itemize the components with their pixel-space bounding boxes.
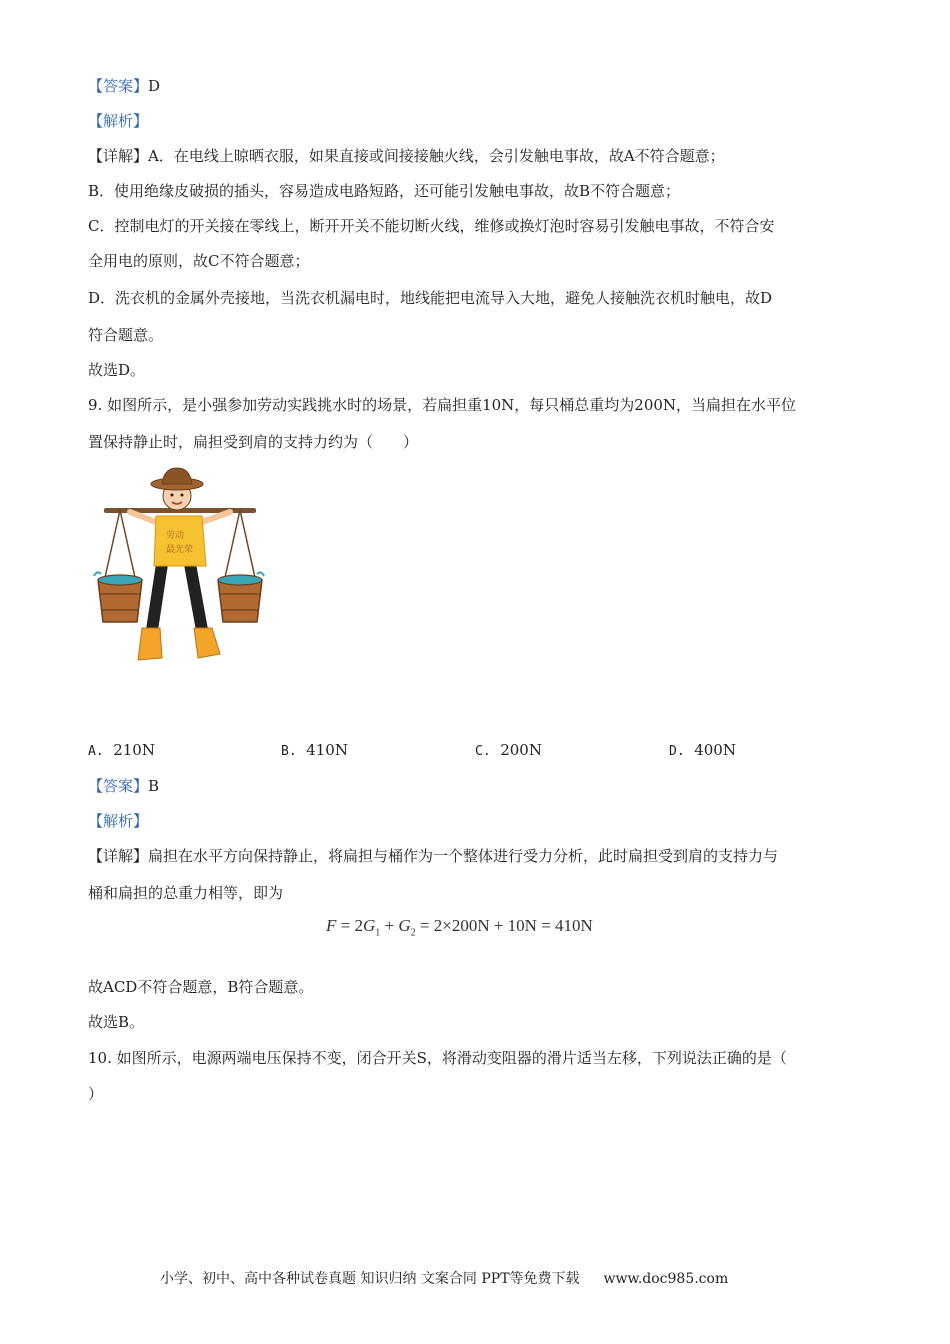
option-b[interactable] [281,740,348,762]
page-footer [160,1270,728,1288]
q10-stem-1: 10. 如图所示，电源两端电压保持不变，闭合开关S，将滑动变阻器的滑片适当左移，下列说法正确的是（ [88,1049,787,1067]
detail-tag: 【详解】 [88,147,149,165]
q9-stem-2: 置保持静止时，扁担受到肩的支持力约为（ ） [88,433,419,451]
shirt-text-2: 最光荣 [166,545,194,555]
formula-g2: G [398,916,411,935]
option-a[interactable] [88,740,155,762]
water-carrier-illustration [90,462,275,672]
formula-plus: + [380,916,399,935]
q9-answer-line [88,776,159,796]
analysis-tag: 【解析】 [88,812,149,830]
equation [326,915,593,944]
q10-stem-2: ） [88,1085,104,1103]
detail-text: A．在电线上晾晒衣服，如果直接或间接接触火线，会引发触电事故，故A不符合题意； [148,147,725,165]
option-c[interactable] [475,740,542,762]
q8-detail-c1: C．控制电灯的开关接在零线上，断开开关不能切断火线，维修或换灯泡时容易引发触电事故，不符合安 [88,217,775,235]
option-b-value: 410N [306,741,348,759]
formula-rest: = 2×200N + 10N = 410N [415,916,593,935]
detail-text: 扁担在水平方向保持静止，将扁担与桶作为一个整体进行受力分析，此时扁担受到肩的支持力与 [148,847,779,865]
right-bucket [218,572,264,622]
q9-conclusion-2: 故选B。 [88,1013,145,1031]
formula-f: F [326,916,337,935]
formula-sub1: 1 [375,927,381,939]
option-b-letter: B. [281,744,297,759]
formula-eq1: = 2 [336,916,363,935]
analysis-tag: 【解析】 [88,112,149,130]
option-d-value: 400N [694,741,736,759]
q8-detail-d2: 符合题意。 [88,326,164,344]
formula-sub2: 2 [410,927,416,939]
footer-text: 小学、初中、高中各种试卷真题 知识归纳 文案合同 PPT等免费下载 [160,1271,580,1287]
q8-conclusion: 故选D。 [88,361,146,379]
option-a-value: 210N [113,741,155,759]
option-d[interactable] [669,740,736,762]
q9-conclusion-1: 故ACD不符合题意，B符合题意。 [88,978,314,996]
q9-stem-1: 9. 如图所示，是小强参加劳动实践挑水时的场景，若扁担重10N，每只桶总重均为200N，当扁担在水平位 [88,396,797,414]
answer-tag: 【答案】 [88,777,149,795]
q9-detail-2: 桶和扁担的总重力相等，即为 [88,884,284,902]
q8-detail-c2: 全用电的原则，故C不符合题意； [88,252,310,270]
q8-answer-line [88,76,160,96]
answer-value: D [148,77,161,95]
footer-url[interactable]: www.doc985.com [603,1271,729,1287]
q9-detail-1 [88,846,778,866]
q8-detail-a [88,146,725,166]
detail-tag: 【详解】 [88,847,149,865]
q8-detail-b: B．使用绝缘皮破损的插头，容易造成电路短路，还可能引发触电事故，故B不符合题意； [88,182,681,200]
answer-tag: 【答案】 [88,77,149,95]
water-carrier-svg [90,462,275,672]
option-c-letter: C. [475,744,491,759]
q8-detail-d1: D．洗衣机的金属外壳接地，当洗衣机漏电时，地线能把电流导入大地，避免人接触洗衣机时触电，故D [88,289,773,307]
shirt-text-1: 劳动 [166,531,185,541]
option-c-value: 200N [500,741,542,759]
answer-value: B [148,777,160,795]
option-d-letter: D. [669,744,685,759]
option-a-letter: A. [88,744,104,759]
formula-g1: G [362,916,376,935]
left-bucket [94,572,142,622]
